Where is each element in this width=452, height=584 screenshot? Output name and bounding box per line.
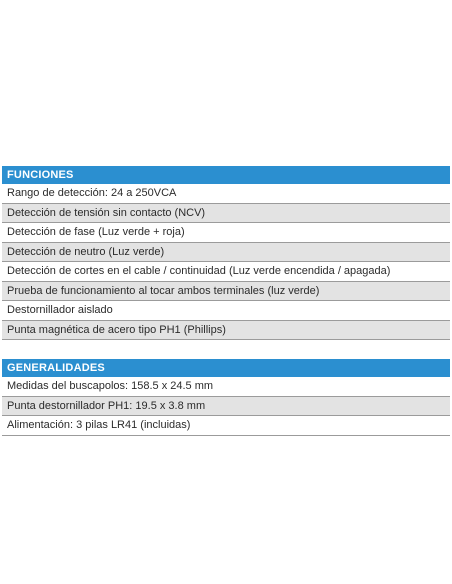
table-row: Alimentación: 3 pilas LR41 (incluidas) <box>2 416 450 436</box>
table-row: Detección de cortes en el cable / continuidad (Luz verde encendida / apagada) <box>2 262 450 282</box>
funciones-table <box>2 166 450 340</box>
table-row: Punta magnética de acero tipo PH1 (Phillips) <box>2 321 450 341</box>
table-row: Prueba de funcionamiento al tocar ambos terminales (luz verde) <box>2 282 450 302</box>
table-row: Detección de neutro (Luz verde) <box>2 243 450 263</box>
funciones-header: FUNCIONES <box>2 166 450 184</box>
generalidades-table <box>2 359 450 436</box>
table-row: Detección de fase (Luz verde + roja) <box>2 223 450 243</box>
generalidades-header: GENERALIDADES <box>2 359 450 377</box>
table-row: Medidas del buscapolos: 158.5 x 24.5 mm <box>2 377 450 397</box>
table-row: Punta destornillador PH1: 19.5 x 3.8 mm <box>2 397 450 417</box>
table-row: Destornillador aislado <box>2 301 450 321</box>
table-row: Detección de tensión sin contacto (NCV) <box>2 204 450 224</box>
table-row: Rango de detección: 24 a 250VCA <box>2 184 450 204</box>
